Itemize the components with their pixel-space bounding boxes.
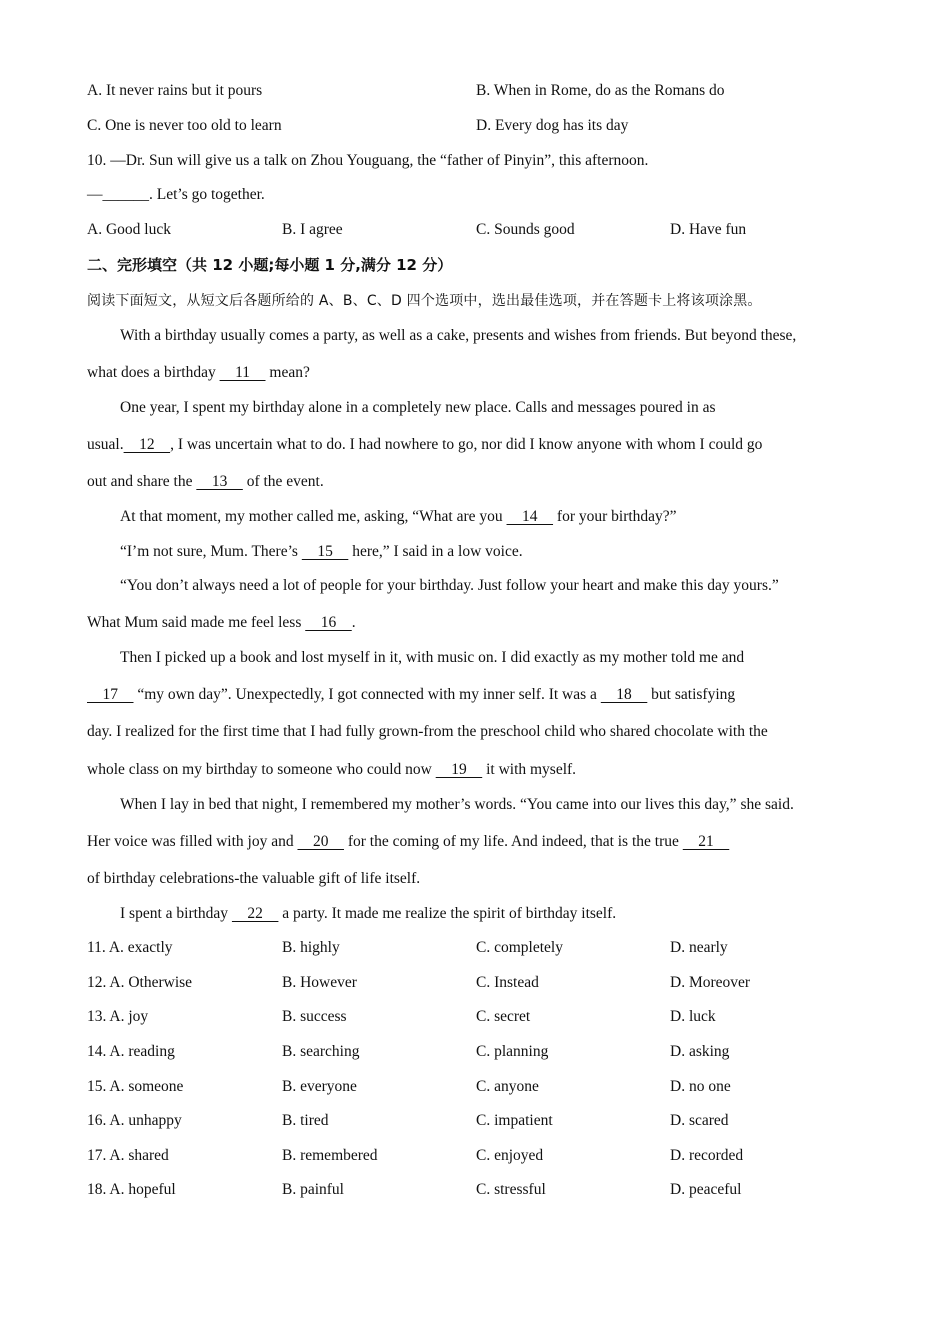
passage-line: With a birthday usually comes a party, as well as a cake, presents and wishes from friends. But beyond these, [120, 327, 797, 344]
passage-line: One year, I spent my birthday alone in a completely new place. Calls and messages poured in as [120, 399, 716, 416]
option-16-c: C. impatient [476, 1112, 553, 1129]
passage-line [87, 472, 324, 492]
passage-text: , I was uncertain what to do. I had nowhere to go, nor did I know anyone with whom I could go [170, 436, 763, 453]
option-16-b: B. tired [282, 1112, 329, 1129]
option-13-a: 13. A. joy [87, 1008, 149, 1025]
passage-line [87, 685, 735, 705]
blank-22: 22 [231, 905, 279, 922]
option-13-b: B. success [282, 1008, 347, 1025]
blank-11: 11 [219, 364, 266, 381]
blank-13: 13 [196, 473, 243, 490]
passage-line [120, 904, 616, 924]
passage-text: out and share the [87, 473, 197, 490]
option-14-b: B. searching [282, 1043, 360, 1060]
passage-line: Then I picked up a book and lost myself in it, with music on. I did exactly as my mother told me and [120, 649, 745, 666]
option-14-c: C. planning [476, 1043, 549, 1060]
passage-text: for the coming of my life. And indeed, that is the true [343, 833, 683, 850]
blank-16: 16 [305, 614, 352, 631]
option-18-b: B. painful [282, 1181, 344, 1198]
passage-line [87, 435, 762, 455]
option-17-a: 17. A. shared [87, 1147, 169, 1164]
option-11-a: 11. A. exactly [87, 939, 173, 956]
passage-text: what does a birthday [87, 364, 220, 381]
q10-option-b: B. I agree [282, 221, 343, 238]
passage-line [87, 363, 310, 383]
q10-option-c: C. Sounds good [476, 221, 575, 238]
option-12-d: D. Moreover [670, 974, 751, 991]
q9-option-c: C. One is never too old to learn [87, 117, 282, 134]
q9-option-d: D. Every dog has its day [476, 117, 629, 134]
option-13-c: C. secret [476, 1008, 531, 1025]
option-15-a: 15. A. someone [87, 1078, 184, 1095]
passage-line: When I lay in bed that night, I remembered my mother’s words. “You came into our lives this day,” she said. [120, 796, 794, 813]
section-instruction: 阅读下面短文，从短文后各题所给的 A、B、C、D 四个选项中，选出最佳选项，并在答题卡上将该项涂黑。 [87, 293, 762, 309]
option-16-a: 16. A. unhappy [87, 1112, 182, 1129]
option-13-d: D. luck [670, 1008, 716, 1025]
option-12-b: B. However [282, 974, 357, 991]
passage-text: I spent a birthday [120, 905, 232, 922]
blank-14: 14 [506, 508, 554, 525]
passage-text: . [351, 614, 356, 631]
option-17-b: B. remembered [282, 1147, 378, 1164]
option-18-c: C. stressful [476, 1181, 546, 1198]
option-15-c: C. anyone [476, 1078, 539, 1095]
q10-reply: —______. Let’s go together. [87, 186, 265, 203]
option-11-d: D. nearly [670, 939, 728, 956]
passage-line [120, 507, 677, 527]
option-11-c: C. completely [476, 939, 563, 956]
passage-text: usual. [87, 436, 124, 453]
q10-question: 10. —Dr. Sun will give us a talk on Zhou Youguang, the “father of Pinyin”, this afternoon. [87, 152, 649, 169]
section-heading: 二、完形填空（共 12 小题;每小题 1 分,满分 12 分） [87, 256, 453, 274]
passage-text: of the event. [242, 473, 324, 490]
q9-option-a: A. It never rains but it pours [87, 82, 263, 99]
passage-line: day. I realized for the first time that I had fully grown-from the preschool child who shared chocolate with the [87, 723, 768, 740]
q10-option-d: D. Have fun [670, 221, 747, 238]
option-16-d: D. scared [670, 1112, 729, 1129]
passage-line [87, 613, 356, 633]
blank-15: 15 [301, 543, 349, 560]
option-18-a: 18. A. hopeful [87, 1181, 176, 1198]
passage-line [120, 542, 523, 562]
passage-text: here,” I said in a low voice. [348, 543, 523, 560]
blank-19: 19 [435, 761, 483, 778]
passage-text: but satisfying [647, 686, 736, 703]
option-14-d: D. asking [670, 1043, 730, 1060]
option-18-d: D. peaceful [670, 1181, 742, 1198]
option-17-c: C. enjoyed [476, 1147, 544, 1164]
passage-line: of birthday celebrations-the valuable gift of life itself. [87, 870, 421, 887]
passage-text: “I’m not sure, Mum. There’s [120, 543, 302, 560]
passage-text: it with myself. [482, 761, 577, 778]
passage-text: whole class on my birthday to someone who could now [87, 761, 436, 778]
option-14-a: 14. A. reading [87, 1043, 175, 1060]
blank-18: 18 [600, 686, 648, 703]
q9-option-b: B. When in Rome, do as the Romans do [476, 82, 725, 99]
passage-line [87, 760, 576, 780]
option-17-d: D. recorded [670, 1147, 744, 1164]
passage-text: What Mum said made me feel less [87, 614, 306, 631]
option-15-d: D. no one [670, 1078, 731, 1095]
blank-12: 12 [123, 436, 171, 453]
option-12-a: 12. A. Otherwise [87, 974, 193, 991]
passage-text: mean? [265, 364, 310, 381]
passage-line: “You don’t always need a lot of people for your birthday. Just follow your heart and make this day yours.” [120, 577, 779, 594]
option-11-b: B. highly [282, 939, 340, 956]
blank-17: 17 [87, 686, 134, 703]
option-12-c: C. Instead [476, 974, 539, 991]
passage-text: Her voice was filled with joy and [87, 833, 298, 850]
blank-20: 20 [297, 833, 344, 850]
option-15-b: B. everyone [282, 1078, 357, 1095]
blank-21: 21 [682, 833, 730, 850]
passage-text: a party. It made me realize the spirit of birthday itself. [278, 905, 617, 922]
passage-text: “my own day”. Unexpectedly, I got connected with my inner self. It was a [133, 686, 601, 703]
passage-text: for your birthday?” [553, 508, 677, 525]
q10-option-a: A. Good luck [87, 221, 171, 238]
passage-text: At that moment, my mother called me, asking, “What are you [120, 508, 507, 525]
passage-line [87, 832, 729, 852]
